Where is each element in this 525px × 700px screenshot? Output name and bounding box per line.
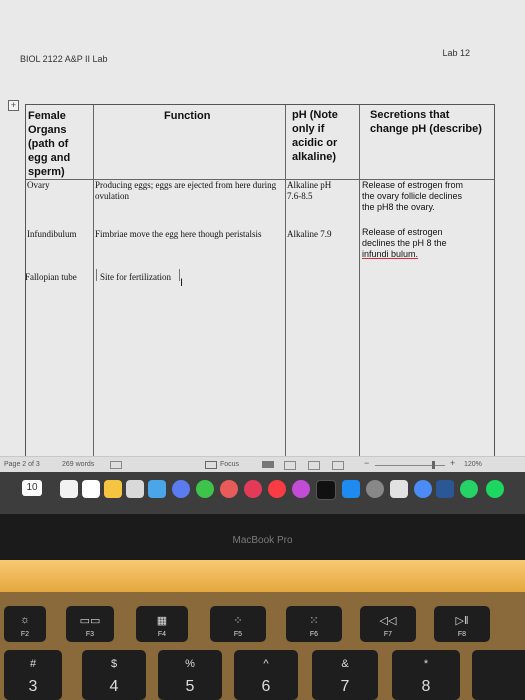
key-5[interactable]: % 5 [158, 650, 222, 700]
header-ph: pH (Note only if acidic or alkaline) [292, 109, 338, 163]
keyboard-light-down-icon: ⁘ [233, 615, 243, 627]
organ-cell[interactable]: Infundibulum [27, 229, 77, 239]
laptop-brand: MacBook Pro [232, 535, 293, 546]
focus-button[interactable]: Focus [220, 461, 240, 468]
podcasts-app-icon[interactable] [292, 480, 310, 498]
word-count[interactable]: 269 words [62, 461, 95, 468]
news-app-icon[interactable] [220, 480, 238, 498]
header-female-organs: Female Organs (path of egg and sperm) [28, 110, 71, 178]
laptop-hinge [0, 560, 525, 592]
key-9[interactable] [472, 650, 525, 700]
dock [0, 472, 525, 514]
apple-tv-app-icon[interactable] [316, 480, 336, 500]
document-header-left: BIOL 2122 A&P II Lab [20, 54, 108, 64]
function-cell[interactable]: Fimbriae move the egg here though peristalsis [95, 229, 262, 239]
f8-key[interactable]: ▷‖ F8 [434, 606, 490, 642]
key-4[interactable]: $ 4 [82, 650, 146, 700]
zoom-in-icon[interactable]: + [450, 458, 456, 468]
ph-cell[interactable]: Alkaline pH 7.6-8.5 [287, 180, 332, 201]
header-function: Function [164, 110, 211, 122]
f5-key[interactable]: ⁘ F5 [210, 606, 266, 642]
web-layout-icon[interactable] [284, 461, 296, 470]
cell-border [96, 269, 97, 281]
music-app-icon[interactable] [268, 480, 286, 498]
app-store-icon[interactable] [342, 480, 360, 498]
table-divider [285, 105, 286, 456]
key-3[interactable]: # 3 [4, 650, 62, 700]
keyboard-light-up-icon: ⁙ [309, 615, 319, 627]
focus-icon[interactable] [205, 461, 217, 469]
play-pause-icon: ▷‖ [455, 615, 469, 627]
print-layout-icon[interactable] [262, 461, 274, 468]
notes-app-icon[interactable] [60, 480, 78, 498]
header-secretions: Secretions that change pH (describe) [370, 109, 482, 135]
maps-app-icon[interactable] [148, 480, 166, 498]
organs-table[interactable] [25, 104, 495, 457]
page-count[interactable]: Page 2 of 3 [4, 461, 40, 468]
document-header-right: Lab 12 [442, 48, 470, 58]
f6-key[interactable]: ⁙ F6 [286, 606, 342, 642]
key-8[interactable]: * 8 [392, 650, 460, 700]
secretion-text: Release of estrogen declines the pH 8 the [362, 227, 447, 248]
key-7[interactable]: & 7 [312, 650, 378, 700]
table-divider [93, 105, 94, 456]
organ-cell[interactable]: Ovary [27, 180, 50, 190]
messages-app-icon[interactable] [172, 480, 190, 498]
secretion-cell[interactable]: Release of estrogen from the ovary follicle declines the pH8 the ovary. [362, 180, 464, 212]
key-6[interactable]: ^ 6 [234, 650, 298, 700]
f4-key[interactable]: ▦ F4 [136, 606, 188, 642]
proofing-icon[interactable] [110, 461, 122, 469]
preview-app-icon[interactable] [390, 480, 408, 498]
table-move-handle-icon[interactable]: + [8, 100, 19, 111]
organ-cell[interactable]: Fallopian tube [25, 272, 77, 282]
f3-key[interactable]: ▭▭ F3 [66, 606, 114, 642]
status-bar [0, 456, 525, 473]
f7-key[interactable]: ◁◁ F7 [360, 606, 416, 642]
no-entry-app-icon[interactable] [244, 480, 262, 498]
launchpad-icon: ▦ [156, 615, 168, 627]
misspelled-word[interactable]: infundi bulum. [362, 249, 419, 259]
rewind-icon: ◁◁ [379, 615, 397, 627]
facetime-app-icon[interactable] [196, 480, 214, 498]
mission-control-icon: ▭▭ [79, 615, 101, 627]
system-preferences-icon[interactable] [366, 480, 384, 498]
notes-app-icon[interactable] [104, 480, 122, 498]
ph-cell[interactable]: Alkaline 7.9 [287, 229, 332, 239]
whatsapp-app-icon[interactable] [460, 480, 478, 498]
secretion-cell[interactable] [362, 227, 472, 260]
reminders-app-icon[interactable] [82, 480, 100, 498]
zoom-slider-thumb[interactable] [432, 461, 435, 469]
function-cell[interactable]: Producing eggs; eggs are ejected from here during ovulation [95, 180, 277, 201]
f2-key[interactable]: ☼ F2 [4, 606, 46, 642]
photos-app-icon[interactable] [126, 480, 144, 498]
table-divider [359, 105, 360, 456]
function-cell[interactable]: Site for fertilization [100, 272, 171, 282]
brightness-up-icon: ☼ [19, 614, 31, 626]
zoom-out-icon[interactable]: − [364, 458, 370, 468]
spotify-app-icon[interactable] [486, 480, 504, 498]
chrome-app-icon[interactable] [414, 480, 432, 498]
zoom-level[interactable]: 120% [464, 461, 482, 468]
outline-icon[interactable] [308, 461, 320, 470]
ibeam-cursor-icon: I [180, 277, 184, 289]
keyboard [0, 592, 525, 700]
word-app-icon[interactable] [436, 480, 454, 498]
calendar-app-icon[interactable]: 10 [22, 480, 42, 496]
draft-icon[interactable] [332, 461, 344, 470]
